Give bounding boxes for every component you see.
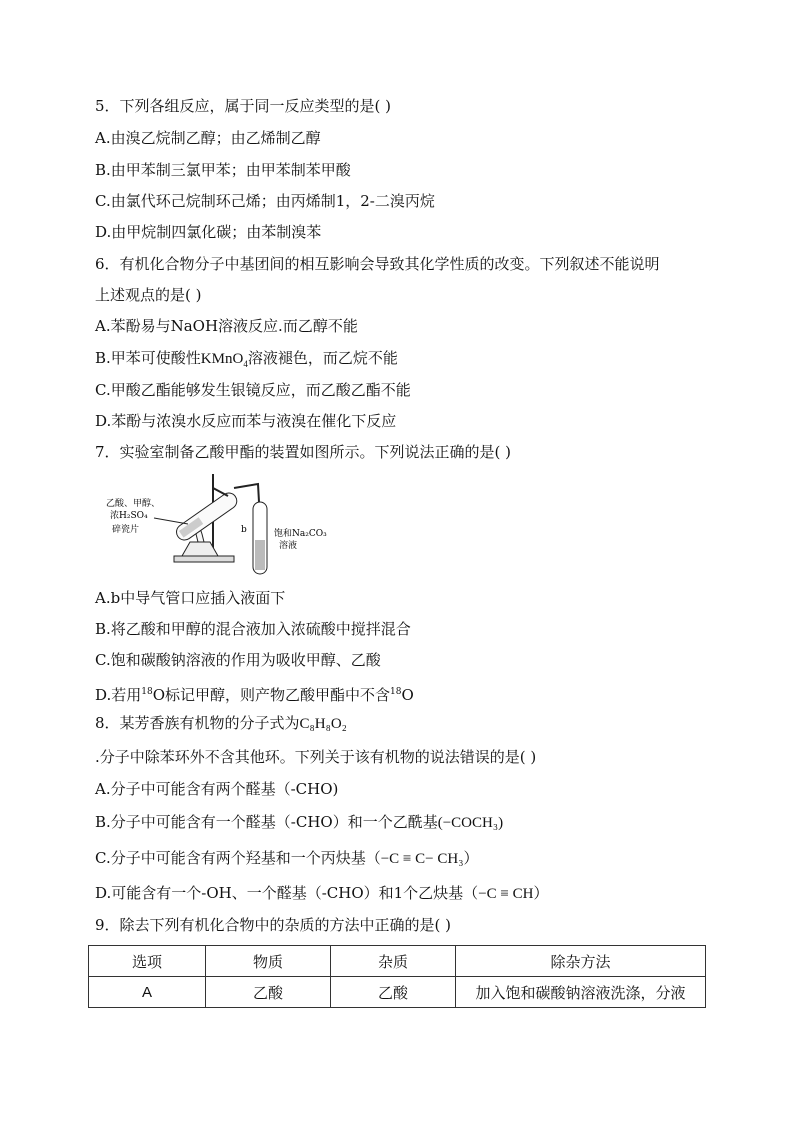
q7-stem: 7．实验室制备乙酸甲酯的装置如图所示。下列说法正确的是( )	[95, 443, 512, 461]
q7-option-d-mid: O标记甲醇，则产物乙酸甲酯中不含	[152, 686, 391, 704]
q7-option-b: B.将乙酸和甲醇的混合液加入浓硫酸中搅拌混合	[95, 620, 411, 638]
q8-stem-pre: 8．某芳香族有机物的分子式为	[95, 714, 300, 732]
q8-option-d	[95, 883, 548, 904]
q9-options-table	[88, 945, 706, 1008]
label-reagents-1: 乙酸、甲醇、	[106, 499, 161, 509]
q7-option-d-end: O	[401, 686, 414, 704]
pointer-line-1	[154, 518, 188, 524]
q6-stem-line1: 6．有机化合物分子中基团间的相互影响会导致其化学性质的改变。下列叙述不能说明	[95, 255, 660, 273]
isotope-sup-2: 18	[390, 687, 402, 697]
molecular-formula: C₈H₈O₂	[299, 716, 347, 732]
ethynyl-formula: −C ≡ CH	[478, 886, 534, 902]
label-sat-2: 溶液	[279, 541, 298, 551]
q9-stem: 9．除去下列有机化合物中的杂质的方法中正确的是( )	[95, 916, 452, 934]
q8-option-c-pre: C.分子中可能含有两个羟基和一个丙炔基（	[95, 849, 381, 867]
label-b: b	[241, 525, 247, 535]
table-header-row	[89, 946, 706, 977]
q5-option-c: C.由氯代环己烷制环己烯；由丙烯制1，2-二溴丙烷	[95, 192, 435, 210]
q6-stem-line2: 上述观点的是( )	[95, 286, 202, 304]
header-method: 除杂方法	[456, 946, 706, 977]
cell-option: A	[89, 977, 206, 1008]
q8-option-d-post: ）	[533, 884, 549, 902]
kmno4-formula	[201, 351, 248, 367]
q7-option-c: C.饱和碳酸钠溶液的作用为吸收甲醇、乙酸	[95, 651, 381, 669]
q6-option-d: D.苯酚与浓溴水反应而苯与液溴在催化下反应	[95, 412, 397, 430]
q5-option-a: A.由溴乙烷制乙醇；由乙烯制乙醇	[95, 129, 321, 147]
q6-option-c: C.甲酸乙酯能够发生银镜反应，而乙酸乙酯不能	[95, 381, 411, 399]
q6-option-b-pre: B.甲苯可使酸性	[95, 349, 201, 367]
q8-option-c-post: ）	[463, 849, 479, 867]
apparatus-figure	[104, 472, 354, 576]
q6-option-a: A.苯酚易与NaOH溶液反应.而乙醇不能	[95, 317, 358, 335]
q6-option-b-post: 溶液褪色，而乙烷不能	[247, 349, 398, 367]
q8-stem-line1	[95, 713, 347, 734]
q7-option-d-pre: D.若用	[95, 686, 142, 704]
propynyl-formula: −C ≡ C− CH₃	[380, 851, 464, 867]
isotope-sup-1: 18	[141, 687, 153, 697]
q8-option-d-pre: D.可能含有一个-OH、一个醛基（-CHO）和1个乙炔基（	[95, 884, 479, 902]
header-impurity: 杂质	[331, 946, 456, 977]
q8-option-c	[95, 848, 478, 869]
q5-option-b: B.由甲苯制三氯甲苯；由甲苯制苯甲酸	[95, 161, 351, 179]
kmno-text: KMnO	[200, 351, 244, 367]
label-reagents-2: 浓H₂SO₄	[110, 511, 148, 521]
q5-stem: 5．下列各组反应，属于同一反应类型的是( )	[95, 97, 392, 115]
table-row	[89, 977, 706, 1008]
header-substance: 物质	[206, 946, 331, 977]
q7-option-d	[95, 682, 414, 705]
acetyl-formula: (−COCH₃)	[437, 815, 504, 831]
cell-method: 加入饱和碳酸钠溶液洗涤，分液	[456, 977, 706, 1008]
kmno-subscript: 4	[243, 359, 248, 369]
q6-option-b	[95, 348, 398, 374]
label-sat-1: 饱和Na₂CO₃	[274, 529, 327, 539]
cell-impurity: 乙酸	[331, 977, 456, 1008]
q8-stem-line2: .分子中除苯环外不含其他环。下列关于该有机物的说法错误的是( )	[95, 748, 537, 766]
q8-option-b	[95, 812, 503, 833]
q8-option-b-pre: B.分子中可能含有一个醛基（-CHO）和一个乙酰基	[95, 813, 438, 831]
receiving-liquid	[255, 540, 265, 570]
q7-option-a: A.b中导气管口应插入液面下	[95, 589, 286, 607]
cell-substance: 乙酸	[206, 977, 331, 1008]
q5-option-d: D.由甲烷制四氯化碳；由苯制溴苯	[95, 223, 322, 241]
header-option: 选项	[89, 946, 206, 977]
stand-base	[174, 556, 234, 562]
label-chips: 碎瓷片	[112, 525, 140, 535]
clamp	[213, 488, 228, 496]
q8-option-a: A.分子中可能含有两个醛基（-CHO)	[95, 780, 339, 798]
